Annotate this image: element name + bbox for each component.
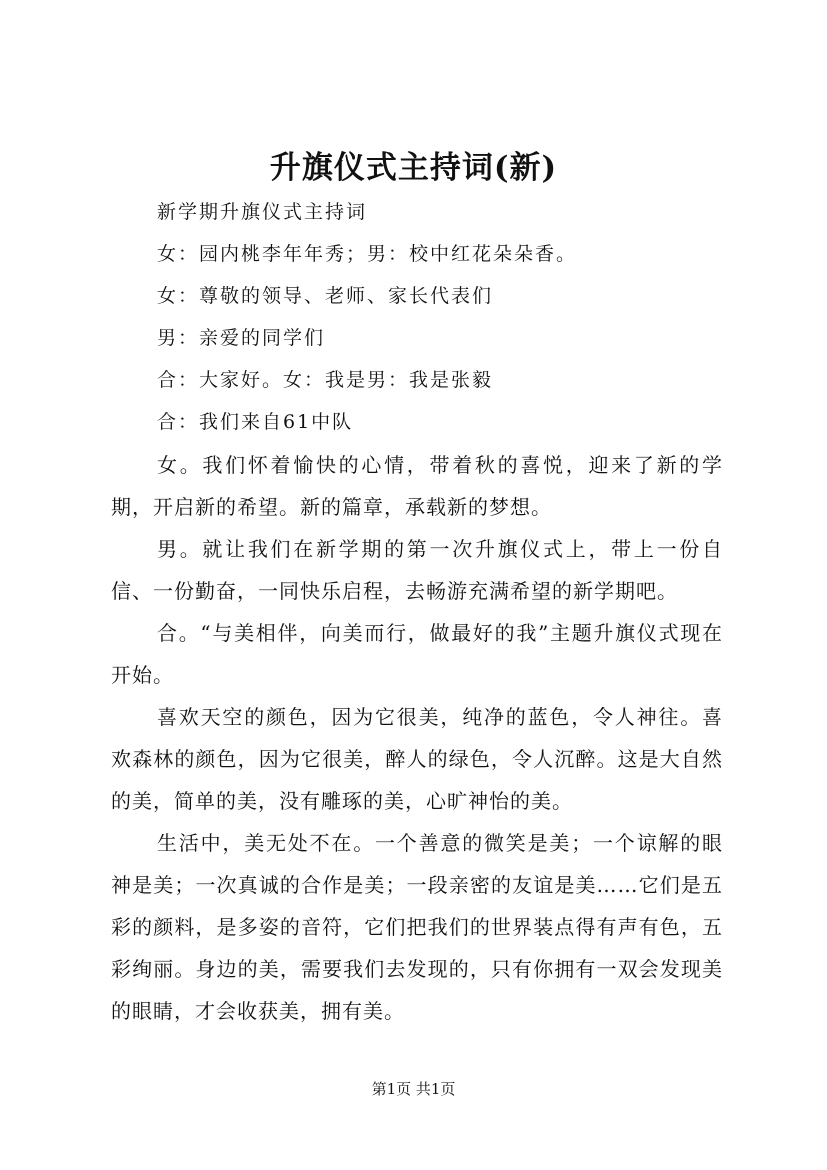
dialogue-line: 女：园内桃李年年秀；男：校中红花朵朵香。 [157, 243, 578, 265]
body-paragraph: 生活中，美无处不在。一个善意的微笑是美；一个谅解的眼神是美；一次真诚的合作是美；一段亲密的友谊是美……它们是五彩的颜料，是多姿的音符，它们把我们的世界装点得有声有色，五彩绚丽。身边的美，需要我们去发现的，只有你拥有一双会发现美的眼睛，才会收获美，拥有美。 [111, 831, 723, 1023]
dialogue-line: 男：亲爱的同学们 [157, 327, 326, 349]
dialogue-line: 女：尊敬的领导、老师、家长代表们 [157, 285, 494, 307]
dialogue-line: 合：我们来自61中队 [157, 411, 354, 433]
document-title: 升旗仪式主持词(新) [269, 150, 558, 186]
subtitle-line: 新学期升旗仪式主持词 [157, 201, 368, 223]
body-paragraph: 合。“与美相伴，向美而行，做最好的我”主题升旗仪式现在开始。 [111, 621, 723, 687]
page-footer: 第1页 共1页 [371, 1080, 456, 1098]
body-paragraph: 女。我们怀着愉快的心情，带着秋的喜悦，迎来了新的学期，开启新的希望。新的篇章，承载新的梦想。 [111, 453, 723, 519]
body-paragraph: 喜欢天空的颜色，因为它很美，纯净的蓝色，令人神往。喜欢森林的颜色，因为它很美，醉人的绿色，令人沉醉。这是大自然的美，简单的美，没有雕琢的美，心旷神怡的美。 [111, 705, 723, 813]
body-paragraph: 男。就让我们在新学期的第一次升旗仪式上，带上一份自信、一份勤奋，一同快乐启程，去畅游充满希望的新学期吧。 [111, 537, 723, 603]
dialogue-line: 合：大家好。女：我是男：我是张毅 [157, 369, 494, 391]
